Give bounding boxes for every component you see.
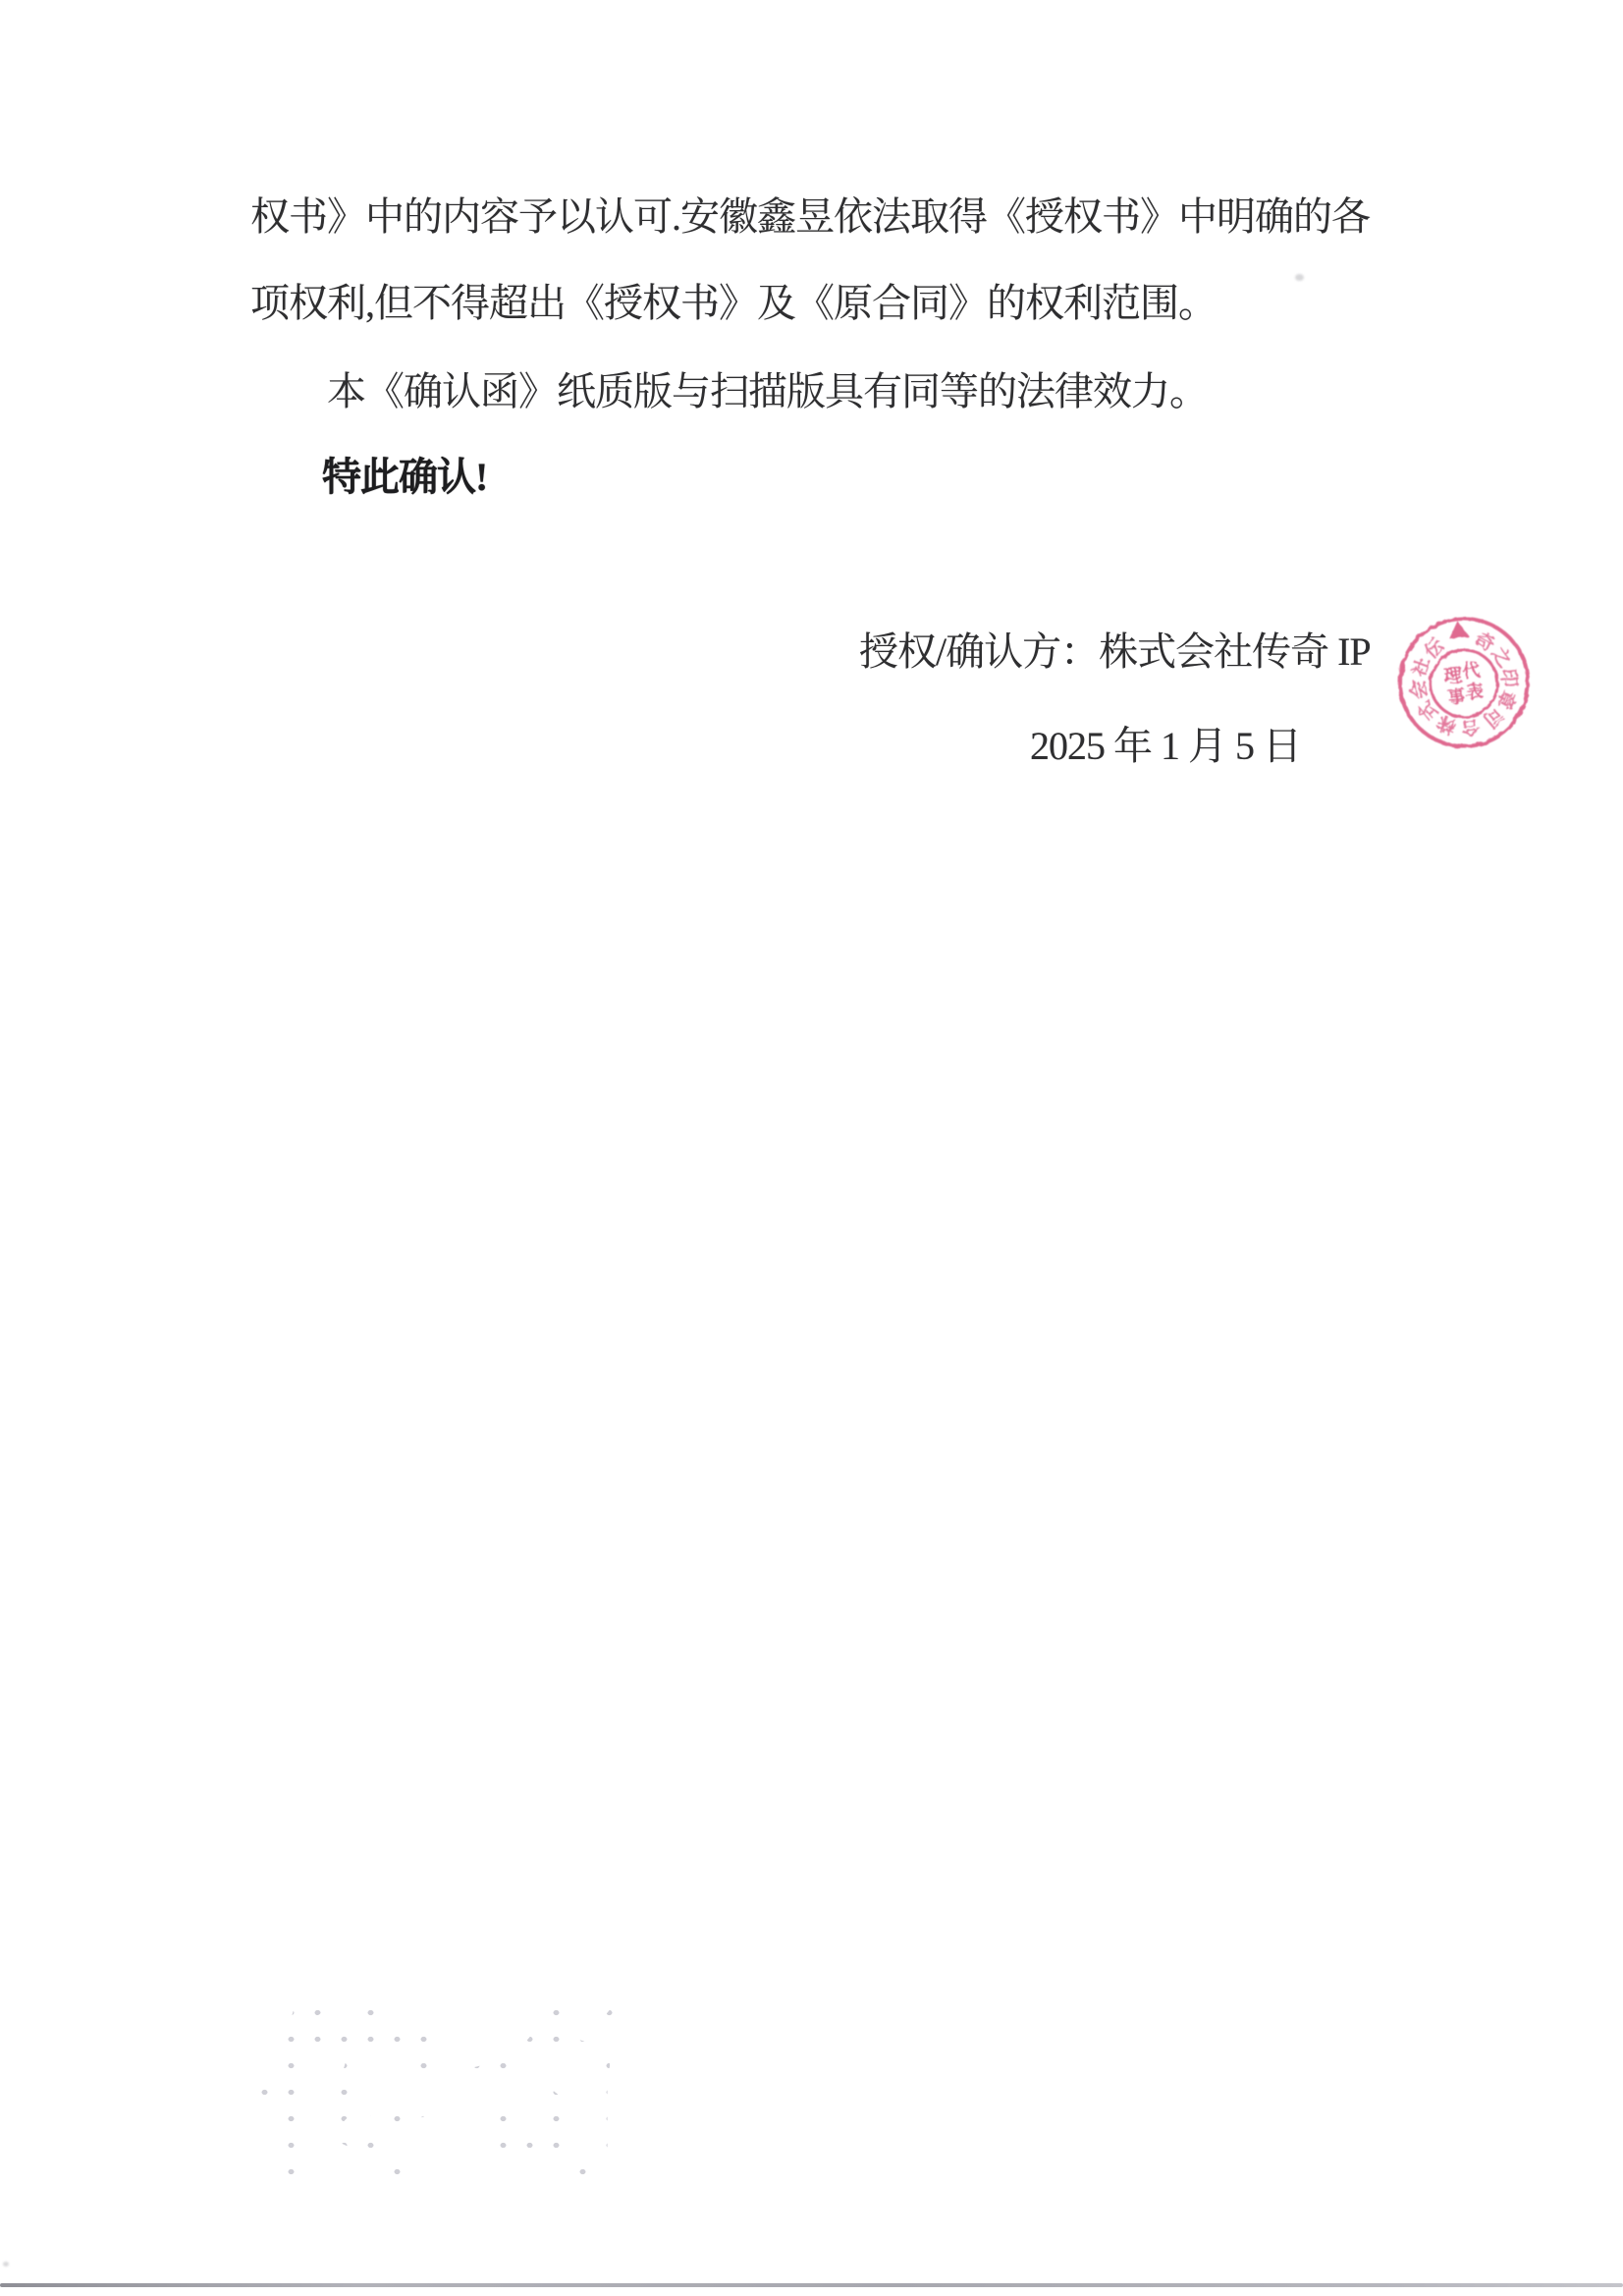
body-line-2: 项权利,但不得超出《授权书》及《原合同》的权利范围。 [250, 281, 1217, 325]
company-seal-stamp [1394, 613, 1534, 752]
hereby-confirm-line: 特此确认! [322, 455, 488, 499]
seal-center-char-dai: 代 [1461, 660, 1482, 683]
seal-rim-glyph: 式 [1415, 696, 1443, 724]
scan-speck [1295, 274, 1304, 281]
seal-rim-glyph: 株 [1434, 710, 1460, 738]
seal-center-char-ji: 事 [1446, 685, 1467, 708]
scan-speck [3, 2262, 9, 2267]
seal-rim-glyph: 章 [1491, 686, 1519, 712]
seal-rim-glyph: 印 [1496, 667, 1520, 688]
seal-rim-glyph: 奇 [1471, 629, 1497, 657]
seal-rim-glyph: 司 [1479, 702, 1507, 732]
scan-bottom-edge-line [0, 2283, 1623, 2287]
seal-center-char-hyo: 表 [1465, 682, 1486, 703]
body-line-1: 权书》中的内容予以认可.安徽鑫昱依法取得《授权书》中明确的各 [250, 194, 1370, 239]
seal-center-text [1443, 659, 1486, 708]
seal-rim-glyph: 社 [1409, 654, 1435, 680]
seal-graphic [1394, 613, 1534, 752]
seal-rim-glyph: 伝 [1421, 634, 1449, 663]
signature-party-line: 授权/确认方：株式会社传奇 IP [859, 629, 1371, 674]
dotted-watermark-text: 传奇 [251, 1994, 661, 2207]
seal-center-char-ri: 理 [1443, 665, 1464, 686]
seal-rim-glyph: 会 [1408, 679, 1432, 701]
seal-rim-glyph: 合 [1459, 715, 1482, 738]
seal-top-triangle-icon [1447, 620, 1469, 638]
seal-rim-glyph: 之 [1487, 643, 1515, 672]
body-line-3: 本《确认函》纸质版与扫描版具有同等的法律效力。 [327, 369, 1208, 413]
signature-date-line: 2025 年 1 月 5 日 [1030, 724, 1301, 768]
